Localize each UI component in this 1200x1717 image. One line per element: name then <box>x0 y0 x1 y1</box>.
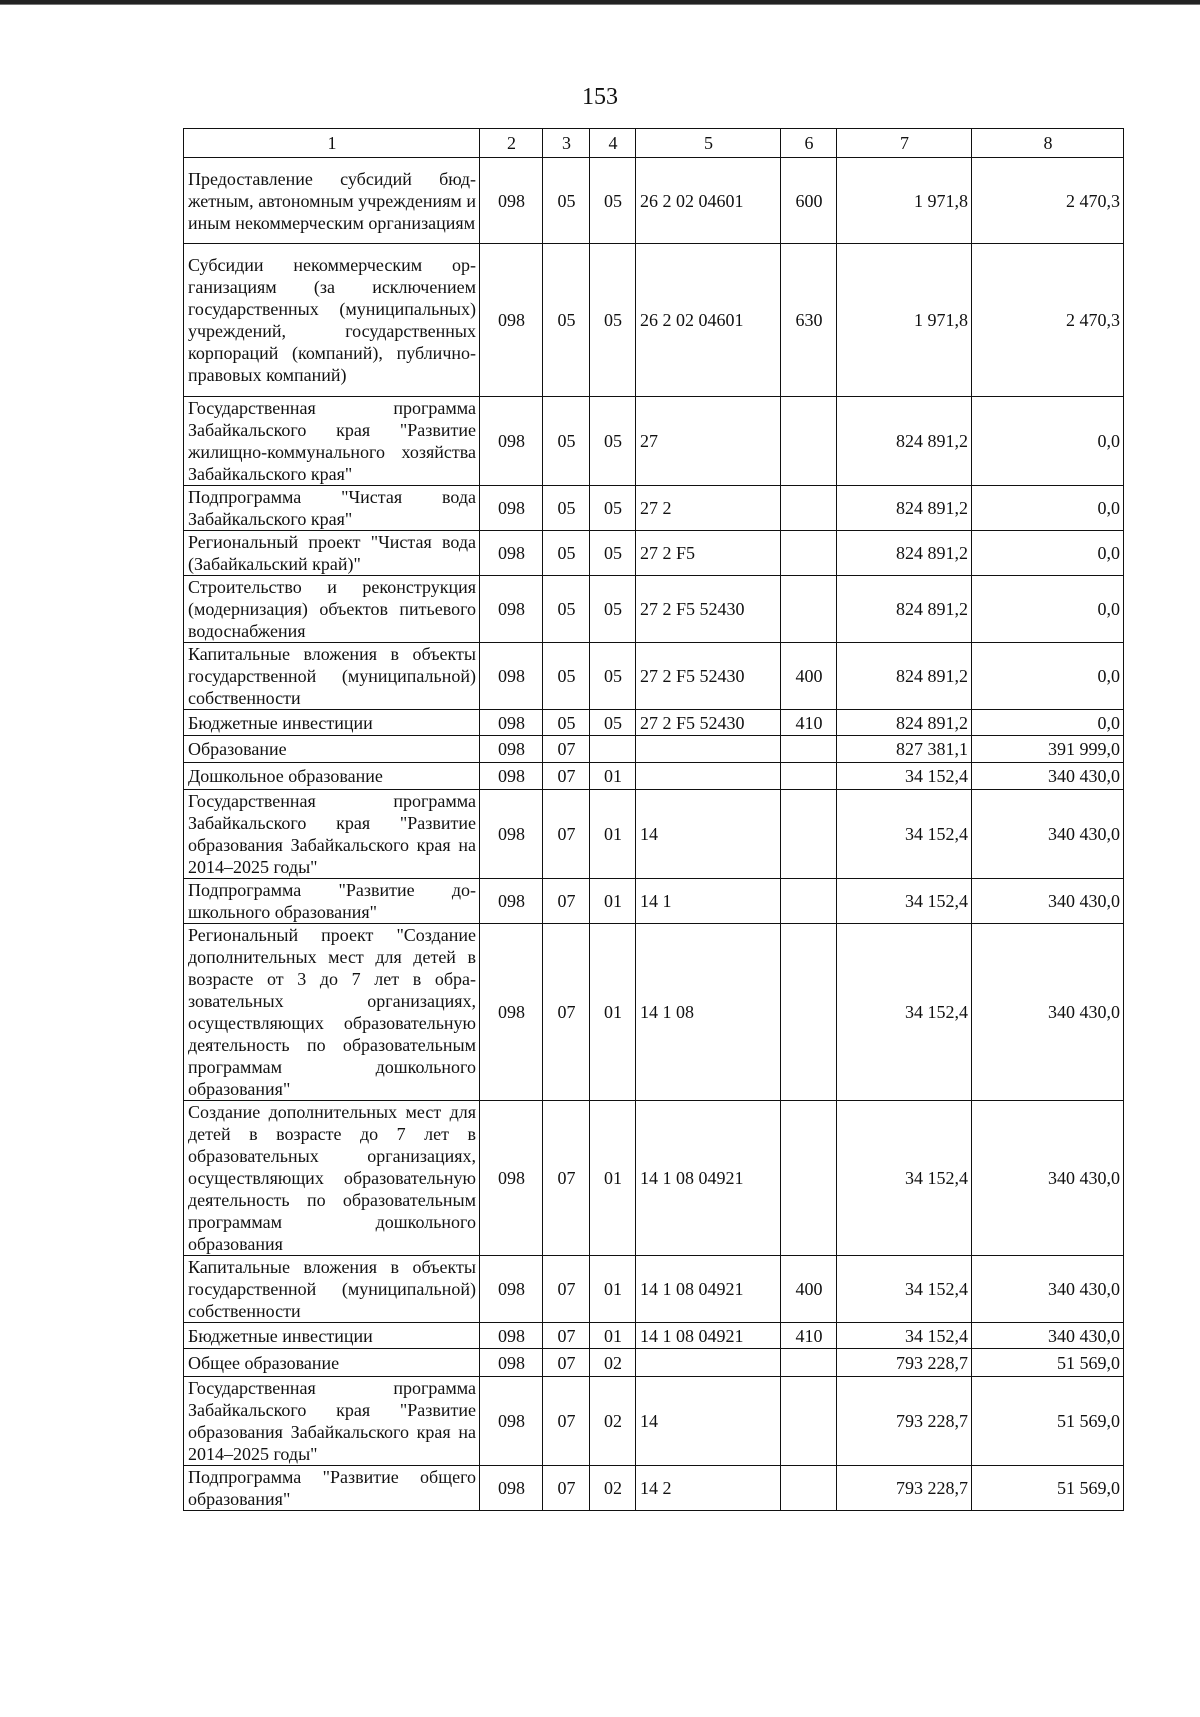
subsection-code: 05 <box>590 576 636 643</box>
amount-year-1: 34 152,4 <box>837 763 972 790</box>
amount-year-1: 34 152,4 <box>837 1323 972 1349</box>
section-code: 07 <box>543 1323 590 1349</box>
expense-type-code <box>781 576 837 643</box>
target-article-code: 26 2 02 04601 <box>636 158 781 244</box>
column-header-4: 4 <box>590 129 636 158</box>
amount-year-1: 1 971,8 <box>837 158 972 244</box>
table-body <box>184 158 1124 1511</box>
ministry-code: 098 <box>480 486 543 531</box>
amount-year-2: 51 569,0 <box>972 1377 1124 1466</box>
ministry-code: 098 <box>480 763 543 790</box>
target-article-code: 14 1 08 04921 <box>636 1101 781 1256</box>
expense-type-code <box>781 1349 837 1377</box>
amount-year-1: 34 152,4 <box>837 1101 972 1256</box>
amount-year-2: 2 470,3 <box>972 158 1124 244</box>
row-name: Подпрограмма "Развитие общего образования" <box>184 1466 480 1511</box>
subsection-code: 05 <box>590 531 636 576</box>
amount-year-1: 34 152,4 <box>837 924 972 1101</box>
table-row <box>184 397 1124 486</box>
amount-year-2: 0,0 <box>972 576 1124 643</box>
expense-type-code <box>781 531 837 576</box>
section-code: 05 <box>543 158 590 244</box>
amount-year-2: 51 569,0 <box>972 1466 1124 1511</box>
ministry-code: 098 <box>480 1323 543 1349</box>
amount-year-1: 1 971,8 <box>837 244 972 397</box>
section-code: 07 <box>543 879 590 924</box>
expense-type-code <box>781 1377 837 1466</box>
amount-year-2: 340 430,0 <box>972 790 1124 879</box>
column-header-1: 1 <box>184 129 480 158</box>
ministry-code: 098 <box>480 1377 543 1466</box>
section-code: 07 <box>543 1466 590 1511</box>
row-name: Государственная программа Забайкальского края "Развитие образования Забайкальского края на 2014–2025 годы" <box>184 1377 480 1466</box>
subsection-code: 01 <box>590 763 636 790</box>
column-header-7: 7 <box>837 129 972 158</box>
subsection-code: 05 <box>590 486 636 531</box>
subsection-code: 05 <box>590 158 636 244</box>
row-name: Бюджетные инвестиции <box>184 710 480 736</box>
amount-year-1: 34 152,4 <box>837 790 972 879</box>
table-row <box>184 1377 1124 1466</box>
row-name: Бюджетные инвестиции <box>184 1323 480 1349</box>
target-article-code: 27 2 <box>636 486 781 531</box>
amount-year-1: 824 891,2 <box>837 486 972 531</box>
row-name: Государственная программа Забайкальского края "Развитие жилищно-коммунального хозяйства Забайкальского края" <box>184 397 480 486</box>
amount-year-1: 34 152,4 <box>837 1256 972 1323</box>
expense-type-code: 410 <box>781 1323 837 1349</box>
amount-year-1: 824 891,2 <box>837 397 972 486</box>
page-number: 153 <box>582 84 618 110</box>
subsection-code: 05 <box>590 643 636 710</box>
subsection-code: 05 <box>590 710 636 736</box>
column-header-5: 5 <box>636 129 781 158</box>
section-code: 05 <box>543 397 590 486</box>
subsection-code: 05 <box>590 397 636 486</box>
target-article-code <box>636 736 781 763</box>
amount-year-1: 824 891,2 <box>837 710 972 736</box>
row-name: Капитальные вложения в объекты государственной (муниципальной) собственности <box>184 1256 480 1323</box>
ministry-code: 098 <box>480 879 543 924</box>
ministry-code: 098 <box>480 1349 543 1377</box>
row-name: Дошкольное образование <box>184 763 480 790</box>
section-code: 05 <box>543 710 590 736</box>
expense-type-code <box>781 879 837 924</box>
expense-type-code: 400 <box>781 1256 837 1323</box>
table-row <box>184 1101 1124 1256</box>
target-article-code: 26 2 02 04601 <box>636 244 781 397</box>
target-article-code: 14 1 08 04921 <box>636 1256 781 1323</box>
row-name: Подпрограмма "Развитие дошкольного образования" <box>184 879 480 924</box>
subsection-code: 01 <box>590 1323 636 1349</box>
ministry-code: 098 <box>480 736 543 763</box>
subsection-code: 01 <box>590 1256 636 1323</box>
expense-type-code <box>781 1101 837 1256</box>
scan-edge <box>0 0 1200 4</box>
subsection-code: 02 <box>590 1377 636 1466</box>
subsection-code: 05 <box>590 244 636 397</box>
amount-year-2: 340 430,0 <box>972 1101 1124 1256</box>
amount-year-1: 793 228,7 <box>837 1377 972 1466</box>
table-row <box>184 158 1124 244</box>
ministry-code: 098 <box>480 397 543 486</box>
column-header-6: 6 <box>781 129 837 158</box>
amount-year-1: 34 152,4 <box>837 879 972 924</box>
target-article-code: 27 2 F5 52430 <box>636 576 781 643</box>
row-name: Общее образование <box>184 1349 480 1377</box>
amount-year-2: 340 430,0 <box>972 1323 1124 1349</box>
table-row <box>184 244 1124 397</box>
subsection-code: 02 <box>590 1466 636 1511</box>
expense-type-code: 600 <box>781 158 837 244</box>
expense-type-code <box>781 790 837 879</box>
target-article-code <box>636 763 781 790</box>
section-code: 05 <box>543 643 590 710</box>
ministry-code: 098 <box>480 1101 543 1256</box>
expense-type-code: 410 <box>781 710 837 736</box>
subsection-code: 02 <box>590 1349 636 1377</box>
target-article-code: 27 <box>636 397 781 486</box>
section-code: 07 <box>543 1377 590 1466</box>
target-article-code: 27 2 F5 <box>636 531 781 576</box>
target-article-code: 14 <box>636 790 781 879</box>
section-code: 07 <box>543 1256 590 1323</box>
amount-year-2: 0,0 <box>972 643 1124 710</box>
ministry-code: 098 <box>480 924 543 1101</box>
row-name: Создание дополнительных мест для детей в возрасте до 7 лет в образовательных организациях, осуществляющих образовательную деятельность по образовательным программам дошкольного образования <box>184 1101 480 1256</box>
table-row <box>184 1349 1124 1377</box>
amount-year-2: 391 999,0 <box>972 736 1124 763</box>
ministry-code: 098 <box>480 1256 543 1323</box>
row-name: Строительство и реконструкция (модернизация) объектов питьевого водоснабжения <box>184 576 480 643</box>
amount-year-2: 340 430,0 <box>972 924 1124 1101</box>
amount-year-2: 340 430,0 <box>972 763 1124 790</box>
row-name: Региональный проект "Чистая вода (Забайкальский край)" <box>184 531 480 576</box>
section-code: 05 <box>543 576 590 643</box>
row-name: Образование <box>184 736 480 763</box>
subsection-code <box>590 736 636 763</box>
header-row <box>184 129 1124 158</box>
subsection-code: 01 <box>590 924 636 1101</box>
ministry-code: 098 <box>480 244 543 397</box>
budget-table <box>183 128 1124 1511</box>
table-row <box>184 1323 1124 1349</box>
ministry-code: 098 <box>480 790 543 879</box>
row-name: Региональный проект "Создание дополнительных мест для детей в возрасте от 3 до 7 лет в образовательных организациях, осуществляющих образовательную деятельность по образовательным программам дошкольного образования" <box>184 924 480 1101</box>
amount-year-1: 824 891,2 <box>837 643 972 710</box>
amount-year-2: 0,0 <box>972 531 1124 576</box>
subsection-code: 01 <box>590 879 636 924</box>
amount-year-1: 824 891,2 <box>837 576 972 643</box>
amount-year-2: 340 430,0 <box>972 1256 1124 1323</box>
section-code: 07 <box>543 736 590 763</box>
ministry-code: 098 <box>480 576 543 643</box>
expense-type-code <box>781 1466 837 1511</box>
column-header-2: 2 <box>480 129 543 158</box>
target-article-code: 14 1 <box>636 879 781 924</box>
table-row <box>184 736 1124 763</box>
ministry-code: 098 <box>480 1466 543 1511</box>
expense-type-code <box>781 763 837 790</box>
row-name: Государственная программа Забайкальского края "Развитие образования Забайкальского края на 2014–2025 годы" <box>184 790 480 879</box>
subsection-code: 01 <box>590 790 636 879</box>
target-article-code <box>636 1349 781 1377</box>
subsection-code: 01 <box>590 1101 636 1256</box>
section-code: 05 <box>543 486 590 531</box>
amount-year-2: 2 470,3 <box>972 244 1124 397</box>
table-row <box>184 763 1124 790</box>
target-article-code: 14 <box>636 1377 781 1466</box>
section-code: 05 <box>543 531 590 576</box>
section-code: 05 <box>543 244 590 397</box>
expense-type-code <box>781 397 837 486</box>
amount-year-2: 0,0 <box>972 710 1124 736</box>
target-article-code: 27 2 F5 52430 <box>636 710 781 736</box>
amount-year-2: 340 430,0 <box>972 879 1124 924</box>
table-row <box>184 531 1124 576</box>
row-name: Капитальные вложения в объекты государственной (муниципальной) собственности <box>184 643 480 710</box>
section-code: 07 <box>543 1349 590 1377</box>
expense-type-code <box>781 736 837 763</box>
table-row <box>184 924 1124 1101</box>
row-name: Предоставление субсидий бюджетным, автономным учреждениям и иным некоммерческим организациям <box>184 158 480 244</box>
ministry-code: 098 <box>480 710 543 736</box>
target-article-code: 14 1 08 04921 <box>636 1323 781 1349</box>
expense-type-code: 630 <box>781 244 837 397</box>
section-code: 07 <box>543 763 590 790</box>
amount-year-1: 827 381,1 <box>837 736 972 763</box>
expense-type-code <box>781 924 837 1101</box>
section-code: 07 <box>543 924 590 1101</box>
amount-year-2: 51 569,0 <box>972 1349 1124 1377</box>
ministry-code: 098 <box>480 531 543 576</box>
column-header-3: 3 <box>543 129 590 158</box>
table-row <box>184 790 1124 879</box>
target-article-code: 14 2 <box>636 1466 781 1511</box>
ministry-code: 098 <box>480 158 543 244</box>
amount-year-1: 793 228,7 <box>837 1349 972 1377</box>
table-row <box>184 486 1124 531</box>
table-row <box>184 576 1124 643</box>
amount-year-2: 0,0 <box>972 397 1124 486</box>
amount-year-1: 793 228,7 <box>837 1466 972 1511</box>
amount-year-1: 824 891,2 <box>837 531 972 576</box>
table-row <box>184 643 1124 710</box>
section-code: 07 <box>543 790 590 879</box>
column-header-8: 8 <box>972 129 1124 158</box>
row-name: Субсидии некоммерческим организациям (за исключением государственных (муниципальных) учреждений, государственных корпораций (компаний), публично-правовых компаний) <box>184 244 480 397</box>
row-name: Подпрограмма "Чистая вода Забайкальского края" <box>184 486 480 531</box>
section-code: 07 <box>543 1101 590 1256</box>
target-article-code: 14 1 08 <box>636 924 781 1101</box>
table-row <box>184 879 1124 924</box>
table-row <box>184 1466 1124 1511</box>
target-article-code: 27 2 F5 52430 <box>636 643 781 710</box>
expense-type-code: 400 <box>781 643 837 710</box>
table-row <box>184 710 1124 736</box>
ministry-code: 098 <box>480 643 543 710</box>
table-row <box>184 1256 1124 1323</box>
expense-type-code <box>781 486 837 531</box>
amount-year-2: 0,0 <box>972 486 1124 531</box>
